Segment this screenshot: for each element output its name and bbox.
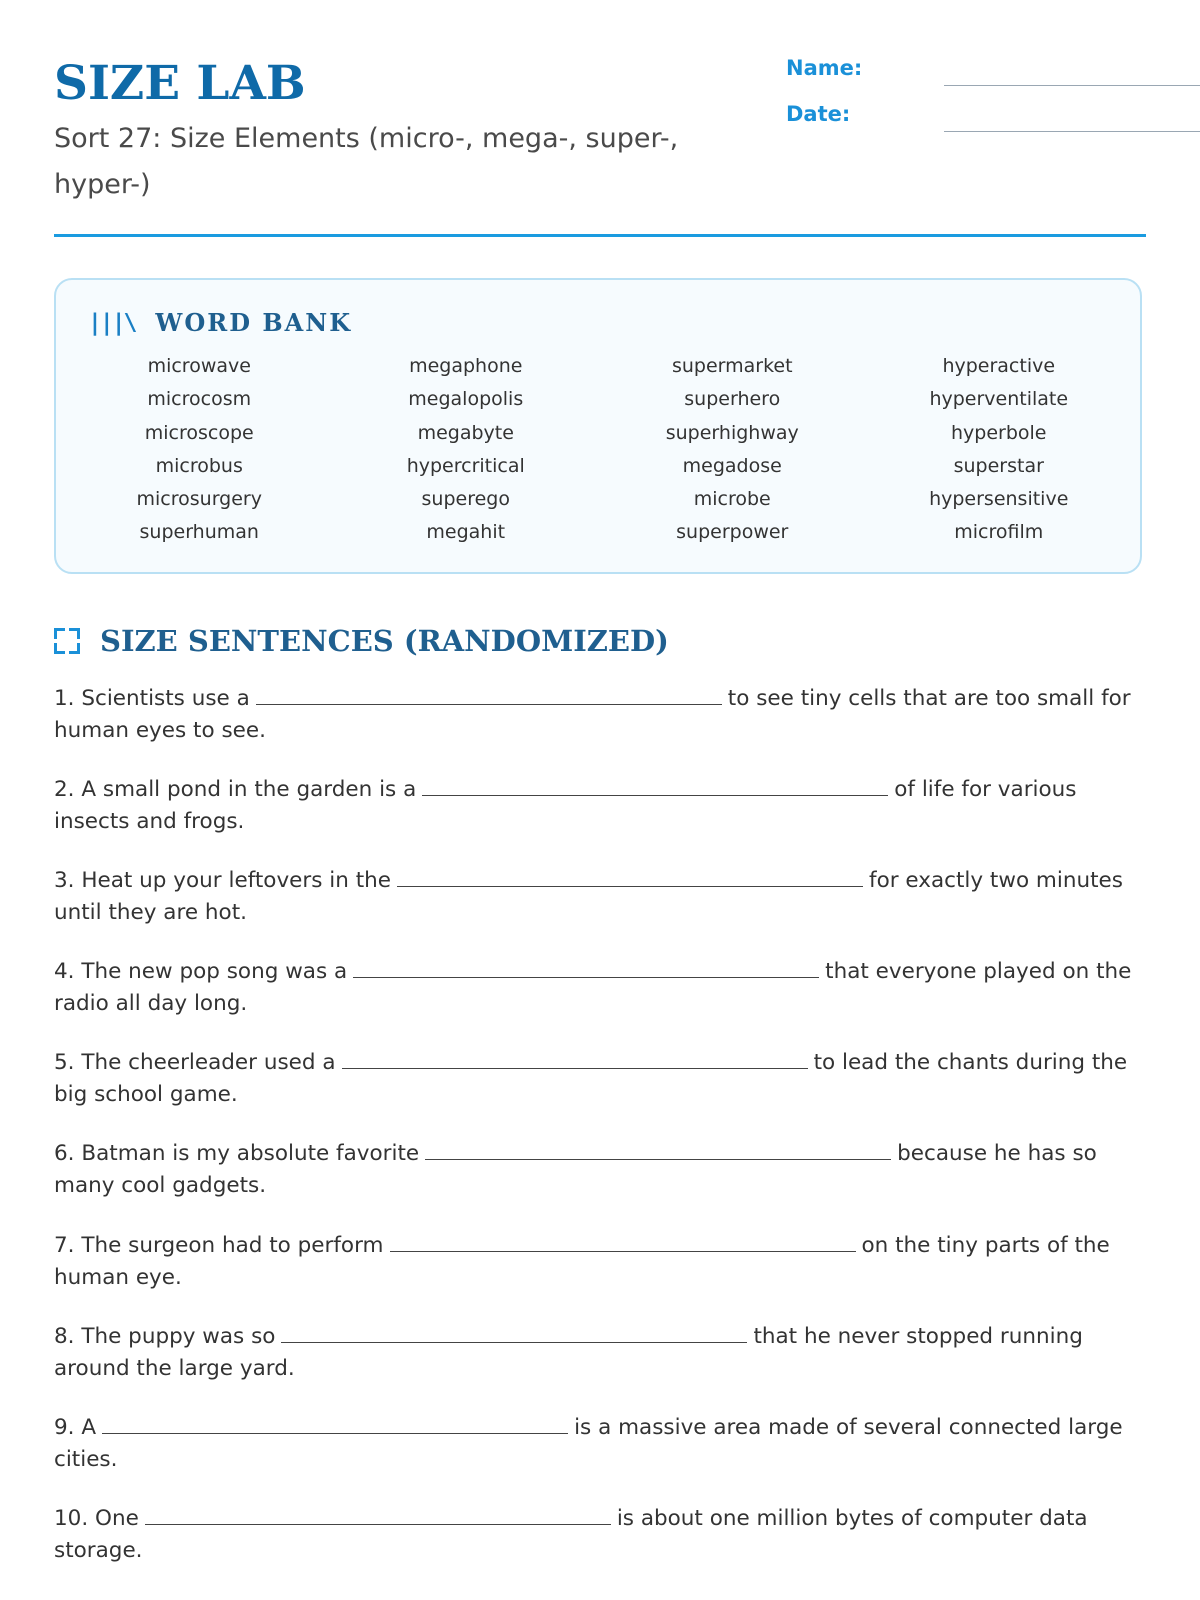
word-bank-title: WORD BANK [155,308,353,337]
sentence-text-before: 6. Batman is my absolute favorite [54,1141,420,1167]
answer-blank[interactable] [397,866,863,887]
word-bank-item: microbe [693,488,771,511]
date-label: Date: [786,102,851,126]
header-divider [54,234,1146,237]
sentence-text-before: 4. The new pop song was a [54,959,348,985]
answer-blank[interactable] [425,1139,891,1160]
word-bank-item: microsurgery [136,488,262,511]
sentence-text-after: because he has so many cool gadgets. [54,1141,1097,1199]
sentence-item [54,956,1146,1047]
date-field[interactable] [944,131,1200,132]
word-bank-item: hyperactive [942,355,1056,377]
answer-blank[interactable] [342,1048,808,1069]
word-bank-item: megadose [682,454,782,477]
word-bank-item: superhero [684,388,781,411]
word-bank-item: supermarket [671,355,793,377]
word-bank-item: microbus [155,454,243,477]
word-bank-item: hyperbole [950,421,1047,444]
answer-blank[interactable] [281,1322,747,1343]
sentence-text-after: that everyone played on the radio all day long. [54,959,1132,1017]
answer-blank[interactable] [256,684,722,705]
word-bank-item: hypersensitive [929,488,1069,511]
word-bank-grid [66,350,1132,550]
answer-blank[interactable] [422,775,888,796]
word-bank-item: hypercritical [406,454,525,477]
word-bank-item: superpower [676,521,789,544]
sentence-item [54,1503,1146,1594]
sentence-text-after: for exactly two minutes until they are hot. [54,868,1123,926]
word-bank-item: microfilm [954,521,1044,544]
sentence-text-before: 2. A small pond in the garden is a [54,777,417,803]
word-bank-header [88,308,352,337]
page-title: SIZE LAB [54,56,306,111]
sentence-text-before: 3. Heat up your leftovers in the [54,868,391,894]
name-label: Name: [786,56,863,80]
answer-blank[interactable] [390,1231,856,1252]
books-icon: |||\ [88,309,136,336]
sentence-text-before: 9. A [54,1414,97,1440]
answer-blank[interactable] [145,1504,611,1525]
name-field[interactable] [944,85,1200,86]
sentence-item [54,1047,1146,1138]
sentence-text-after: on the tiny parts of the human eye. [54,1232,1110,1290]
sentence-text-before: 10. One [54,1505,139,1531]
sentence-text-after: of life for various insects and frogs. [54,777,1077,835]
sentence-text-after: to lead the chants during the big school game. [54,1050,1128,1108]
sentence-text-after: is a massive area made of several connected large cities. [54,1414,1123,1472]
word-bank-item: microwave [147,355,251,377]
sentence-text-before: 1. Scientists use a [54,686,250,711]
sentence-text-after: that he never stopped running around the large yard. [54,1323,1083,1381]
word-bank-item: superhuman [139,521,259,544]
answer-blank[interactable] [353,957,819,978]
sentence-item [54,774,1146,865]
word-bank-item: hyperventilate [929,388,1069,411]
sentence-text-before: 5. The cheerleader used a [54,1050,336,1076]
word-bank-item: megahit [426,521,506,544]
word-bank [54,278,1142,574]
expand-corners-icon [54,628,80,654]
sentence-item [54,865,1146,956]
word-bank-item: superego [421,488,510,511]
page-subtitle: Sort 27: Size Elements (micro-, mega-, super-, hyper-) [54,123,679,200]
word-bank-item: microscope [144,421,254,444]
sentence-item [54,1138,1146,1229]
sentences-header [54,624,669,658]
sentence-item [54,1321,1146,1412]
word-bank-item: megaphone [409,355,523,377]
word-bank-item: superhighway [665,421,799,444]
sentence-text-after: is about one million bytes of computer data storage. [54,1505,1088,1563]
sentence-item [54,683,1146,774]
sentence-item [54,1230,1146,1321]
word-bank-item: microcosm [147,388,252,411]
sentence-text-before: 7. The surgeon had to perform [54,1232,384,1258]
answer-blank[interactable] [102,1413,568,1434]
sentence-list [54,683,1146,1594]
word-bank-item: megabyte [417,421,514,444]
sentence-item [54,1412,1146,1503]
sentence-text-before: 8. The puppy was so [54,1323,276,1349]
sentence-text-after: to see tiny cells that are too small for human eyes to see. [54,686,1131,743]
sentences-title: SIZE SENTENCES (RANDOMIZED) [100,624,669,658]
word-bank-item: superstar [953,454,1044,477]
word-bank-item: megalopolis [408,388,524,411]
